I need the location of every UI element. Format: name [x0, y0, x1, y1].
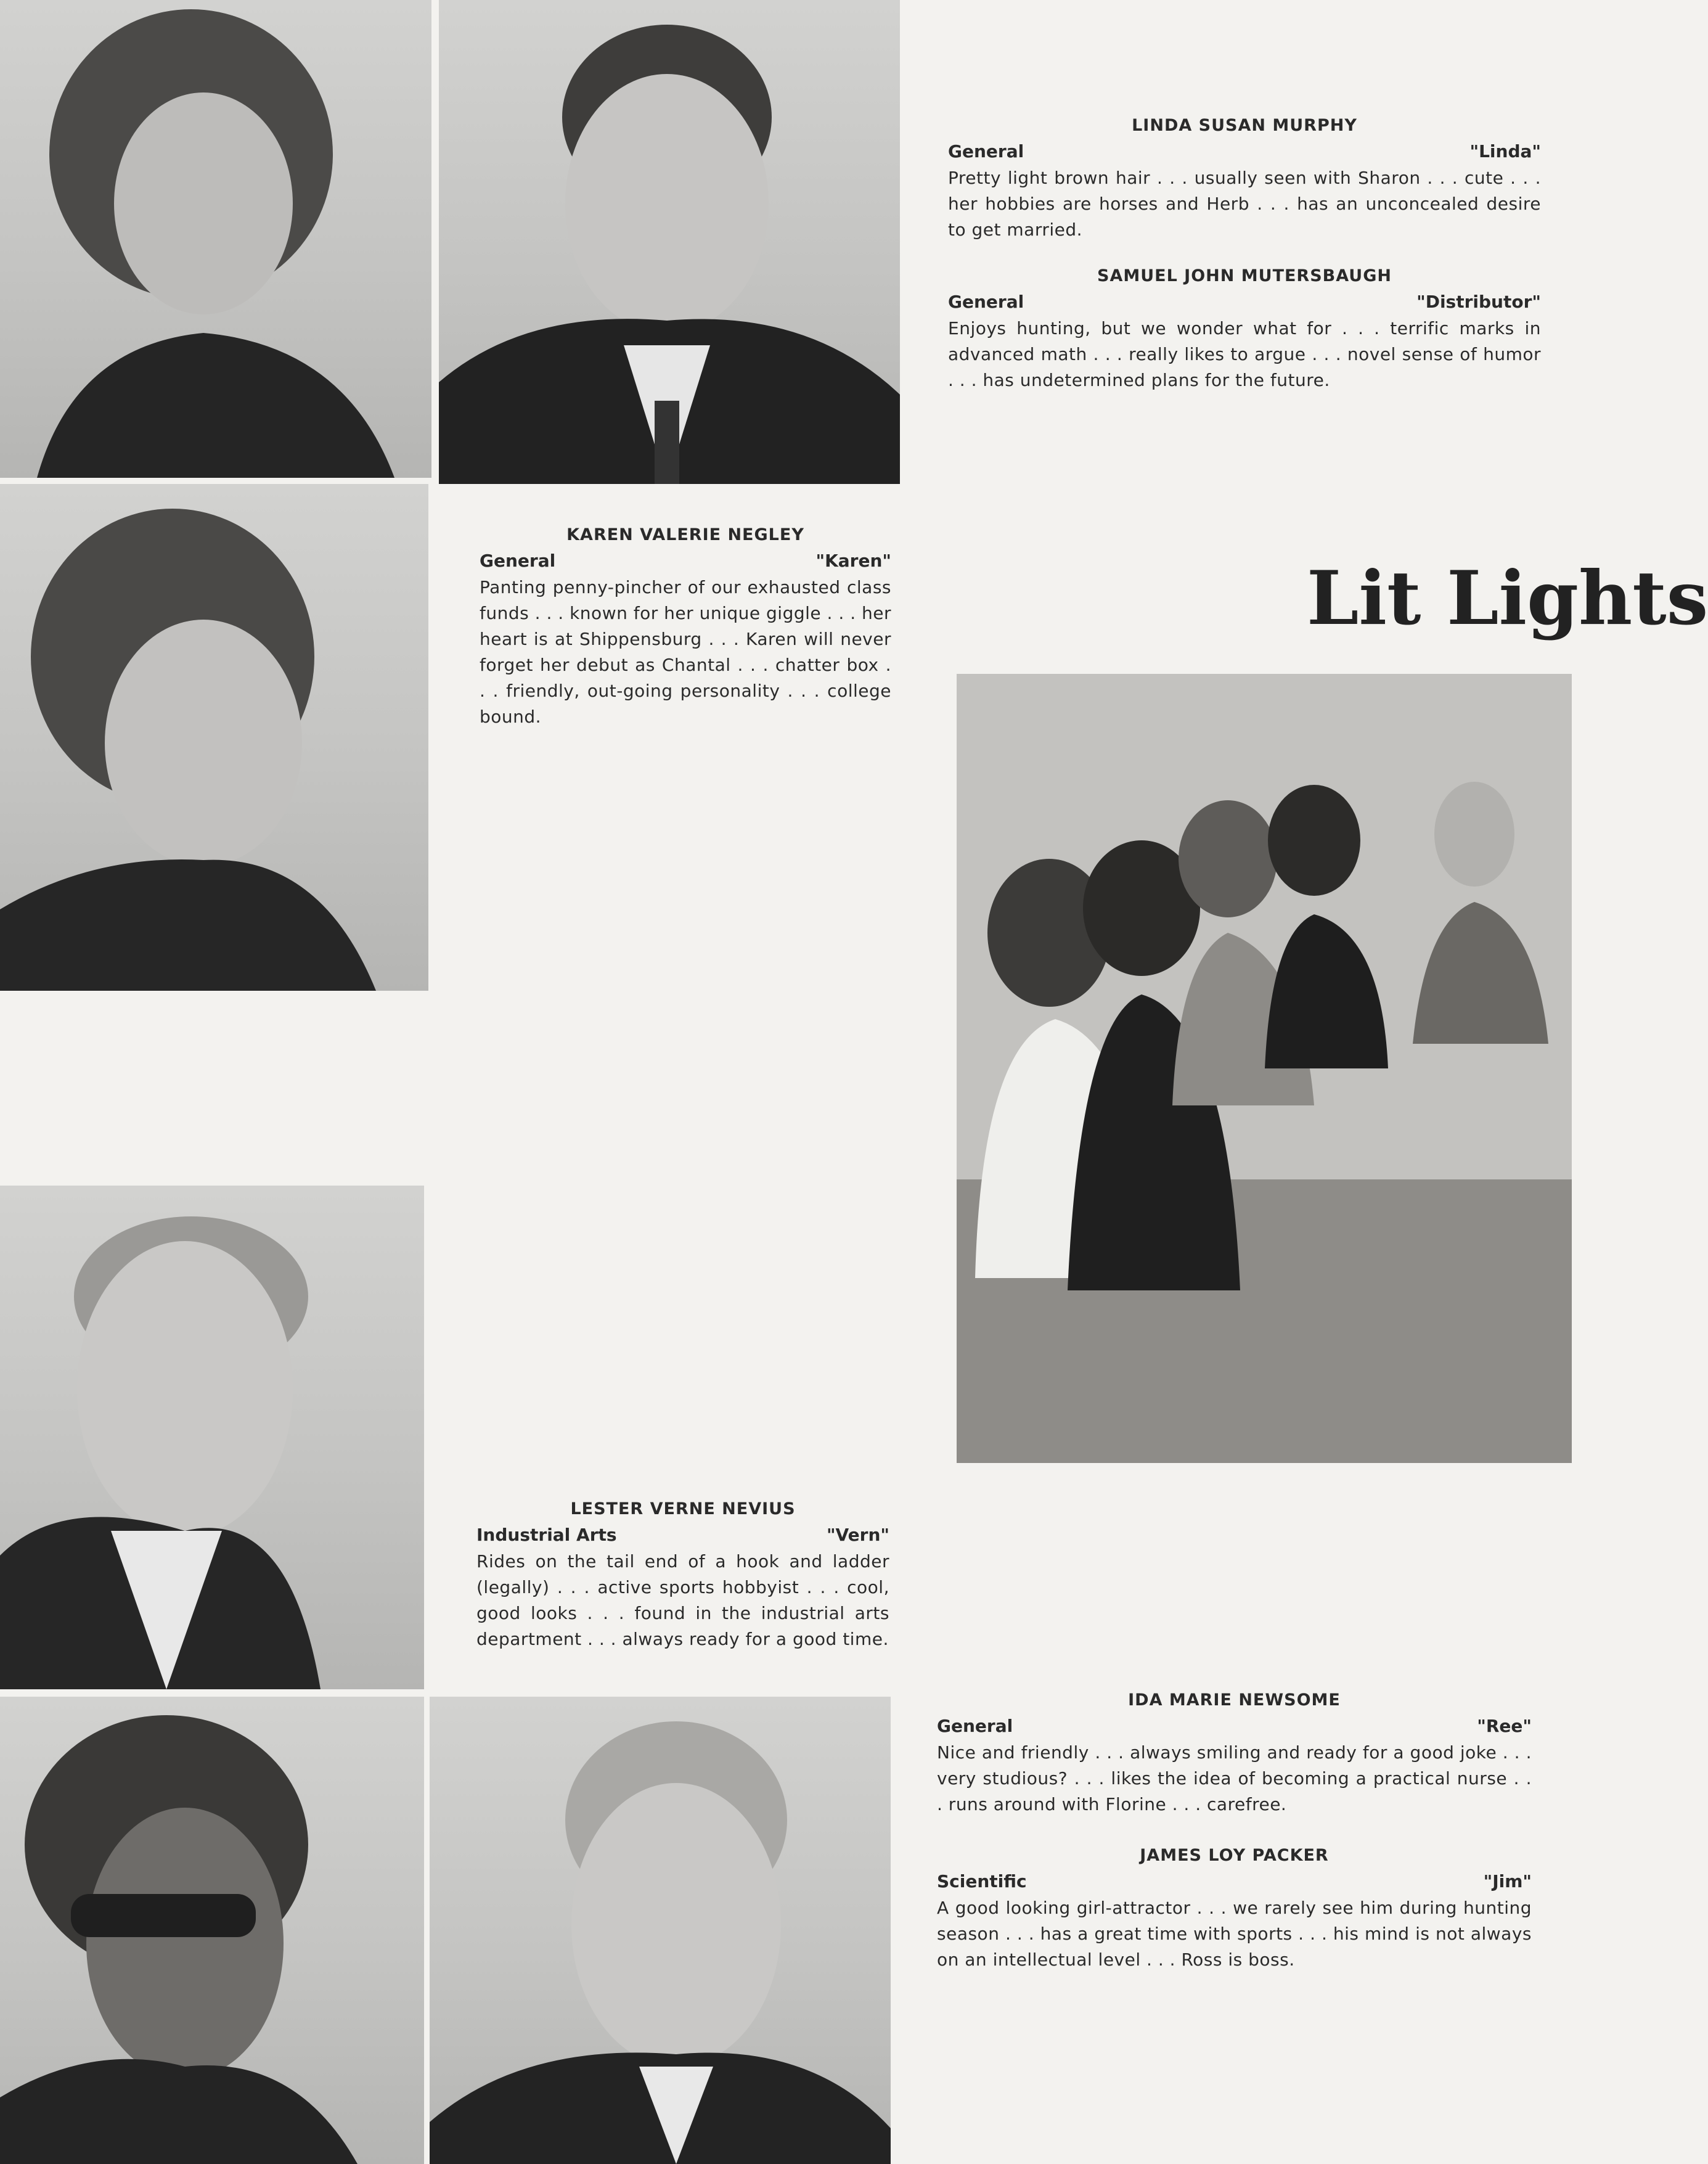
bio-text: Enjoys hunting, but we wonder what for . . . terrific marks in advanced math . . . really likes to argue . . . novel sense of humor . . . has undetermined plans for the future.	[948, 318, 1541, 390]
portrait-samuel-mutersbaugh	[439, 0, 900, 484]
course-row	[948, 292, 1541, 312]
student-name: IDA MARIE NEWSOME	[1128, 1691, 1341, 1710]
nickname: "Karen"	[815, 551, 891, 571]
course-row	[948, 141, 1541, 162]
bio-text: Pretty light brown hair . . . usually seen with Sharon . . . cute . . . her hobbies are horses and Herb . . . has an unconcealed desire to get married.	[948, 168, 1541, 240]
course-label: General	[480, 551, 556, 571]
bio-karen-negley	[480, 525, 891, 730]
portrait-linda-murphy	[0, 0, 431, 478]
bio-samuel-mutersbaugh	[948, 266, 1541, 393]
student-name: KAREN VALERIE NEGLEY	[566, 525, 804, 544]
course-label: Industrial Arts	[476, 1525, 617, 1545]
bio-text: Rides on the tail end of a hook and ladder (legally) . . . active sports hobbyist . . . cool, good looks . . . found in the industrial arts department . . . always ready for a good time.	[476, 1551, 889, 1649]
nickname: "Ree"	[1477, 1716, 1532, 1736]
student-name: LINDA SUSAN MURPHY	[1132, 116, 1357, 135]
bio-text: Panting penny-pincher of our exhausted class funds . . . known for her unique giggle . . . her heart is at Shippensburg . . . Karen will never forget her debut as Chantal . . . chatter box . . . friendly, out-going personality . . . college bound.	[480, 577, 891, 727]
course-row	[476, 1525, 889, 1545]
bio-lester-nevius	[476, 1499, 889, 1652]
portrait-lester-nevius	[0, 1186, 424, 1689]
nickname: "Vern"	[826, 1525, 889, 1545]
portrait-james-packer	[430, 1697, 891, 2164]
course-label: General	[948, 141, 1024, 162]
bio-ida-newsome	[937, 1691, 1532, 1818]
section-headline: Lit Lights	[1307, 555, 1708, 642]
course-row	[480, 551, 891, 571]
bio-linda-murphy	[948, 116, 1541, 243]
nickname: "Jim"	[1483, 1871, 1532, 1891]
bio-text: A good looking girl-attractor . . . we rarely see him during hunting season . . . has a great time with sports . . . his mind is not always on an intellectual level . . . Ross is boss.	[937, 1898, 1532, 1970]
nickname: "Linda"	[1469, 141, 1541, 162]
portrait-karen-negley	[0, 484, 428, 991]
student-name: SAMUEL JOHN MUTERSBAUGH	[1097, 266, 1392, 285]
course-row	[937, 1716, 1532, 1736]
course-label: Scientific	[937, 1871, 1027, 1891]
group-photo-lit-lights	[957, 674, 1572, 1463]
student-name: JAMES LOY PACKER	[1140, 1846, 1329, 1865]
nickname: "Distributor"	[1416, 292, 1541, 312]
bio-text: Nice and friendly . . . always smiling and ready for a good joke . . . very studious? . . . likes the idea of becoming a practical nurse . . . runs around with Florine . . . carefree.	[937, 1742, 1532, 1814]
course-label: General	[948, 292, 1024, 312]
course-label: General	[937, 1716, 1013, 1736]
portrait-ida-newsome	[0, 1697, 424, 2164]
bio-james-packer	[937, 1846, 1532, 1973]
course-row	[937, 1871, 1532, 1891]
student-name: LESTER VERNE NEVIUS	[570, 1499, 796, 1518]
